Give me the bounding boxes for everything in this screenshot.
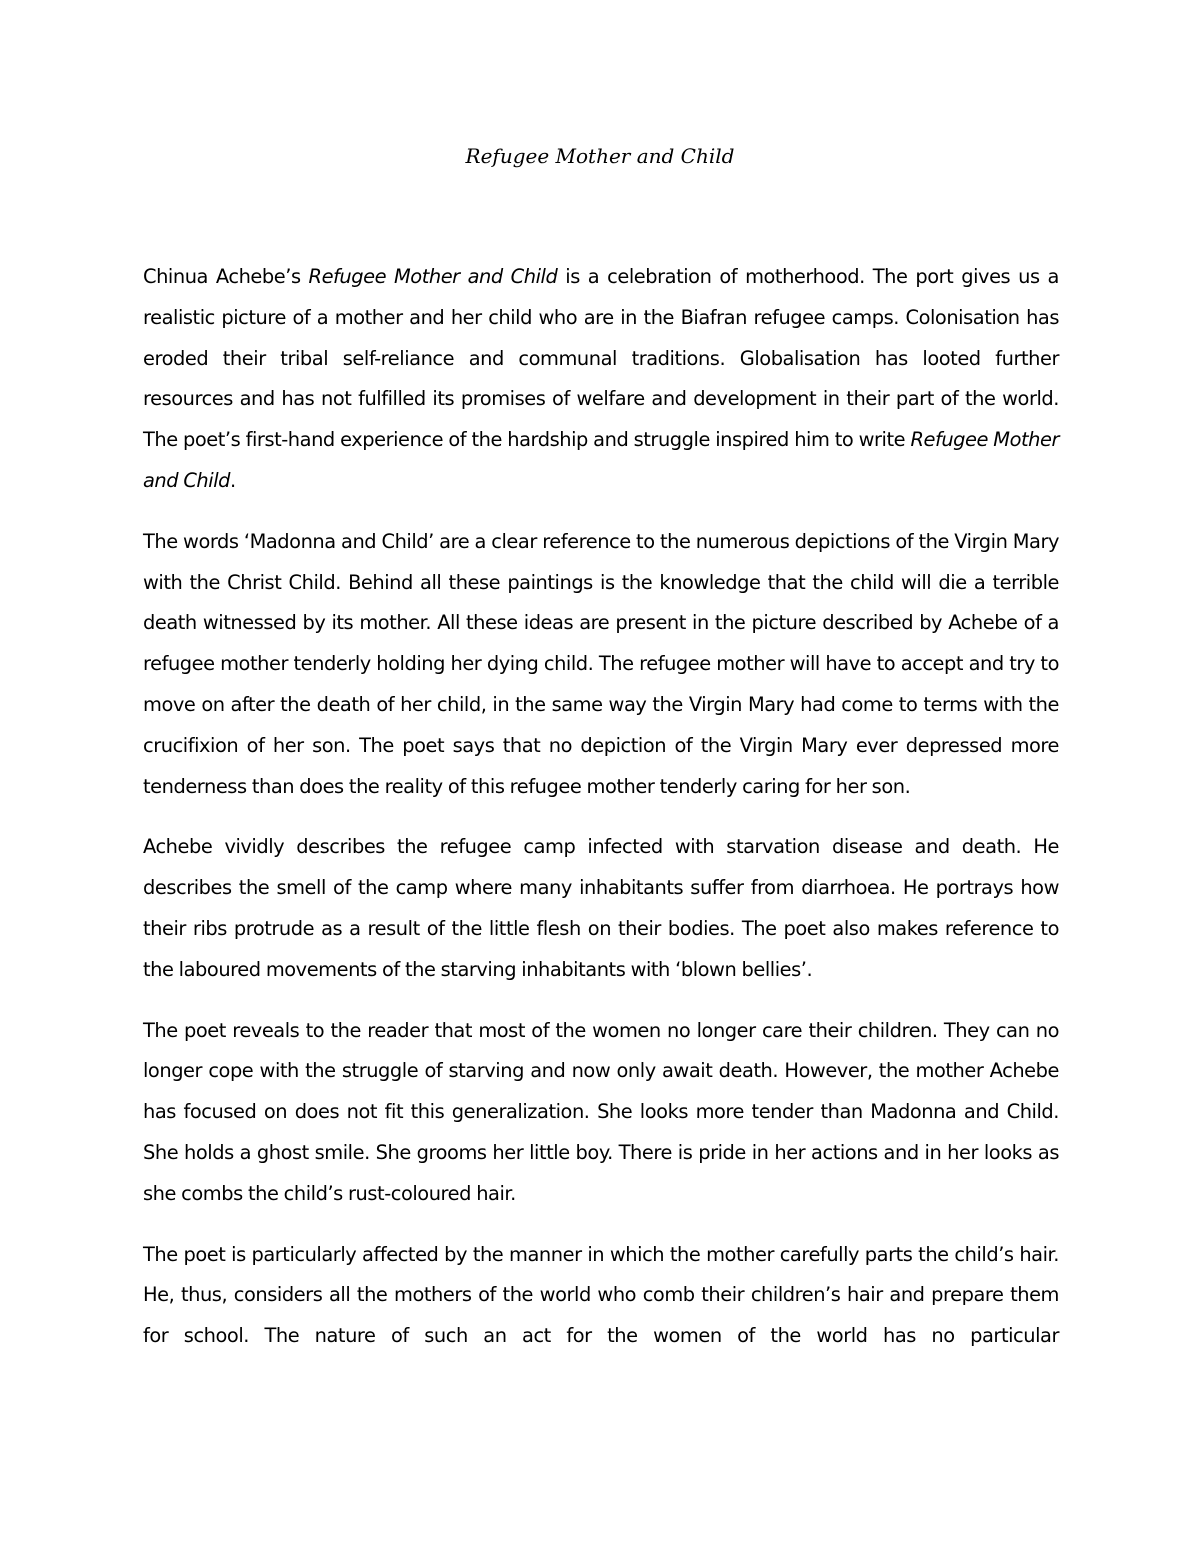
document-body [143,257,1059,1377]
paragraph-text: Chinua Achebe’s [143,265,309,288]
paragraph-text: The words ‘Madonna and Child’ are a clear reference to the numerous depictions of the Virgin Mary with the Christ Child. Behind all these paintings is the knowledge that the child will die a terrible death witnessed by its mother. All these ideas are present in the picture described by Achebe of a refugee mother tenderly holding her dying child. The refugee mother will have to accept and try to move on after the death of her child, in the same way the Virgin Mary had come to terms with the crucifixion of her son. The poet says that no depiction of the Virgin Mary ever depressed more tenderness than does the reality of this refugee mother tenderly caring for her son. [143,529,1059,798]
work-title: Refugee Mother and Child [143,428,1059,492]
paragraph-3 [143,827,1059,990]
work-title: Refugee Mother and Child [308,265,558,288]
paragraph-1 [143,257,1059,502]
paragraph-text: . [230,468,236,492]
paragraph-2 [143,522,1059,808]
paragraph-5 [143,1235,1059,1357]
paragraph-text: The poet is particularly affected by the manner in which the mother carefully parts the child’s hair. He, thus, considers all the mothers of the world who comb their children’s hair and prepare them for school. The nature of such an act for the women of the world has no particular [143,1242,1059,1348]
paragraph-text: The poet reveals to the reader that most of the women no longer care their children. They can no longer cope with the struggle of starving and now only await death. However, the mother Achebe has focused on does not fit this generalization. She looks more tender than Madonna and Child. She holds a ghost smile. She grooms her little boy. There is pride in her actions and in her looks as she combs the child’s rust-coloured hair. [143,1018,1059,1205]
paragraph-text: Achebe vividly describes the refugee camp infected with starvation disease and death. He describes the smell of the camp where many inhabitants suffer from diarrhoea. He portrays how their ribs protrude as a result of the little flesh on their bodies. The poet also makes reference to the laboured movements of the starving inhabitants with ‘blown bellies’. [143,835,1059,981]
paragraph-text: is a celebration of motherhood. The port gives us a realistic picture of a mother and her child who are in the Biafran refugee camps. Colonisation has eroded their tribal self-reliance and communal traditions. Globalisation has looted further resources and has not fulfilled its promises of welfare and development in their part of the world. The poet’s first-hand experience of the hardship and struggle inspired him to write [143,265,1059,452]
document-title: Refugee Mother and Child [465,144,735,168]
paragraph-4 [143,1011,1059,1215]
